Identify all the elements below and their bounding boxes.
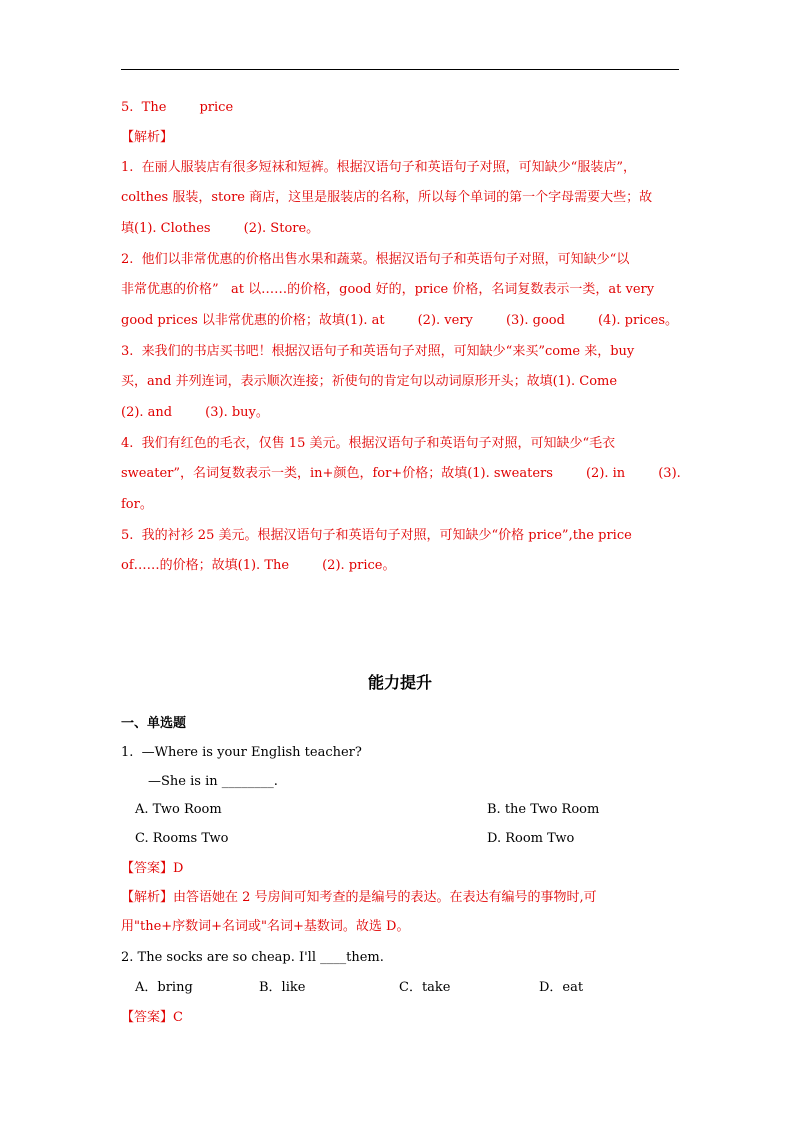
analysis-line: 2. 他们以非常优惠的价格出售水果和蔬菜。根据汉语句子和英语句子对照，可知缺少“以 [121, 252, 630, 267]
analysis-line: 非常优惠的价格” at 以……的价格，good 好的，price 价格，名词复数表示一类，at very [121, 282, 655, 297]
analysis-label: 【解析】 [121, 130, 174, 145]
q1-analysis [121, 889, 597, 907]
analysis-line: for。 [121, 497, 153, 512]
analysis-line: good prices 以非常优惠的价格；故填(1). at (2). very (3). good (4). prices。 [121, 313, 679, 328]
analysis-line: 3. 来我们的书店买书吧！根据汉语句子和英语句子对照，可知缺少“来买”come 来，buy [121, 344, 635, 359]
q2-option-a: A．bring [135, 980, 193, 995]
q2-option-d: D．eat [539, 980, 584, 995]
q1-answer: 【答案】D [121, 861, 184, 876]
analysis-line: 买，and 并列连词，表示顺次连接；祈使句的肯定句以动词原形开头；故填(1). Come [121, 374, 618, 389]
q1-option-b: B. the Two Room [487, 802, 600, 817]
q2-option-c: C．take [399, 980, 451, 995]
analysis-line: 5. 我的衬衫 25 美元。根据汉语句子和英语句子对照，可知缺少“价格 price”,the price [121, 528, 632, 543]
q1-stem: 1. —Where is your English teacher? [121, 745, 362, 760]
top-rule [121, 69, 679, 70]
q1-option-a: A. Two Room [135, 802, 222, 817]
q1-option-c: C. Rooms Two [135, 831, 229, 846]
subsection-title: 一、单选题 [121, 716, 187, 731]
q2-stem: 2. The socks are so cheap. I'll ____them. [121, 950, 384, 965]
q1-analysis-label: 【解析】 [121, 890, 174, 905]
analysis-line: 填(1). Clothes (2). Store。 [121, 221, 320, 236]
answer-item-5: 5. The price [121, 100, 234, 115]
q1-option-d: D. Room Two [487, 831, 575, 846]
q1-reply: —She is in ________. [148, 774, 278, 789]
analysis-line: 4. 我们有红色的毛衣，仅售 15 美元。根据汉语句子和英语句子对照，可知缺少“毛衣 [121, 436, 616, 451]
analysis-line: sweater”，名词复数表示一类，in+颜色，for+价格；故填(1). sweaters (2). in (3). [121, 466, 681, 481]
analysis-line: colthes 服装，store 商店，这里是服装店的名称，所以每个单词的第一个字母需要大些；故 [121, 190, 653, 205]
analysis-line: of……的价格；故填(1). The (2). price。 [121, 558, 396, 573]
q2-option-b: B．like [259, 980, 306, 995]
analysis-line: (2). and (3). buy。 [121, 405, 269, 420]
q1-analysis-cont: 用"the+序数词+名词或"名词+基数词。故选 D。 [121, 919, 410, 934]
analysis-line: 1. 在丽人服装店有很多短袜和短裤。根据汉语句子和英语句子对照，可知缺少“服装店”， [121, 160, 636, 175]
q2-answer: 【答案】C [121, 1010, 183, 1025]
section-title: 能力提升 [367, 673, 432, 692]
q1-analysis-text: 由答语她在 2 号房间可知考查的是编号的表达。在表达有编号的事物时,可 [173, 890, 597, 905]
